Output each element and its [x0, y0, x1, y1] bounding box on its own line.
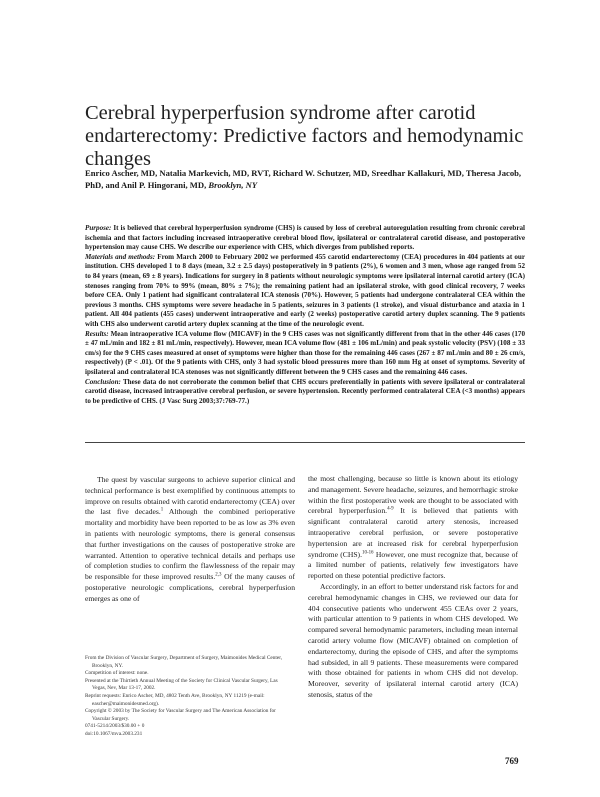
abstract-methods-text: From March 2000 to February 2002 we performed 455 carotid endarterectomy (CEA) procedures in 404 patients at our institution. CHS developed 1 to 8 days (mean, 3.2 ± 2.5 days) postoperatively in 9 patients (2%), 6 women and 3 men, whose age ranged from 52 to 84 years (mean, 69 ± 8 years). Indications for surgery in 8 patients without neurologic symptoms were ipsilateral internal carotid artery (ICA) stenoses ranging from 70% to 99% (mean, 80% ± 7%); the remaining patient had an ipsilateral stroke, with good clinical recovery, 7 weeks before CEA. Only 1 patient had significant contralateral ICA stenosis (70%). However, 5 patients had undergone contralateral CEA within the previous 3 months. CHS symptoms were severe headache in 5 patients, seizures in 3 patients (1 stroke), and visual disturbance and ataxia in 1 patient. All 404 patients (455 cases) underwent intraoperative and early (2 weeks) postoperative carotid artery duplex scanning. The 9 patients with CHS also underwent carotid artery duplex scanning at the time of the neurologic event. — [85, 252, 525, 328]
body-text: However, one must recognize that, because of a limited number of patients, relatively few investigators have reported on these potential predictive factors. — [308, 549, 519, 581]
body-paragraph — [85, 475, 295, 605]
citation: 4-9 — [387, 506, 394, 512]
abstract-results-label: Results: — [85, 329, 109, 338]
abstract-results — [85, 330, 525, 378]
body-column-left — [85, 475, 295, 605]
body-text: The quest by vascular surgeons to achieve superior clinical and technical performance is best exemplified by continuous attempts to improve on results obtained with carotid endarterectomy (CEA) over the last five decades. — [85, 475, 295, 517]
body-paragraph — [308, 474, 518, 582]
body-paragraph: Accordingly, in an effort to better understand risk factors for and cerebral hemodynamic changes in CHS, we reviewed our data for 404 consecutive patients who underwent 455 CEAs over 2 years, with particular attention to 9 patients in whom CHS developed. We compared several hemodynamic parameters, including mean internal carotid artery volume flow (MICAVF) obtained on completion of endarterectomy, during the episode of CHS, and after the symptoms had subsided, in all 9 patients. These measurements were compared with those obtained for patients in whom CHS did not develop. Moreover, severity of ipsilateral internal carotid artery (ICA) stenosis, status of the — [308, 581, 518, 699]
abstract-conclusion — [85, 378, 525, 407]
author-list — [85, 167, 525, 191]
body-text: It is believed that patients with significant contralateral carotid artery stenosis, increased intraoperative cerebral perfusion, or severe postoperative hypertension are at increased risk for cerebral hyperperfusion syndrome (CHS). — [308, 506, 519, 559]
footnote: Presented at the Thirtieth Annual Meeting of the Society for Clinical Vascular Surgery, Las Vegas, Nev, Mar 13-17, 2002. — [85, 677, 278, 692]
footnotes — [85, 655, 290, 739]
author-names: Enrico Ascher, MD, Natalia Markevich, MD, RVT, Richard W. Schutzer, MD, Sreedhar Kallakuri, MD, Theresa Jacob, PhD, and Anil P. Hingorani, MD, — [85, 168, 522, 190]
abstract — [85, 224, 525, 406]
footnote: From the Division of Vascular Surgery, Department of Surgery, Maimonides Medical Center, Brooklyn, NY. — [85, 655, 283, 669]
abstract-methods — [85, 253, 525, 330]
abstract-purpose-text: It is believed that cerebral hyperperfusion syndrome (CHS) is caused by loss of cerebral autoregulation resulting from chronic cerebral ischemia and that factors including increased intraoperative cerebral blood flow, ipsilateral or contralateral carotid disease, and postoperative hypertension may cause CHS. We describe our experience with CHS, which diverges from published reports. — [85, 224, 525, 252]
abstract-conclusion-label: Conclusion: — [85, 377, 121, 386]
body-column-right — [308, 474, 518, 701]
article-title: Cerebral hyperperfusion syndrome after carotid endarterectomy: Predictive factors and hemodynamic changes — [85, 101, 524, 170]
abstract-purpose — [85, 224, 525, 253]
abstract-methods-label: Materials and methods: — [85, 252, 156, 261]
footnote: doi:10.1067/mva.2003.231 — [85, 730, 143, 737]
footnote: Copyright © 2003 by The Society for Vascular Surgery and The American Association for Vascular Surgery. — [85, 708, 276, 722]
footnote: Competition of interest: none. — [85, 670, 149, 677]
abstract-purpose-label: Purpose: — [85, 224, 112, 232]
body-text: Of the many causes of postoperative neurologic complications, cerebral hyperperfusion emerges as one of — [85, 572, 295, 603]
body-text: the most challenging, because so little is known about its etiology and management. Severe headache, seizures, and hemorrhagic stroke within the first postoperative week are thought to be associated with cerebral hyperperfusion. — [308, 474, 518, 516]
abstract-divider — [85, 442, 525, 443]
footnote: Reprint requests: Enrico Ascher, MD, 4802 Tenth Ave, Brooklyn, NY 11219 (e-mail: eascher@maimonidesmed.org). — [85, 692, 265, 707]
author-location: Brooklyn, NY — [208, 180, 258, 190]
citation: 2,3 — [215, 572, 222, 578]
citation: 1 — [160, 507, 164, 513]
abstract-conclusion-text: These data do not corroborate the common belief that CHS occurs preferentially in patients with severe ipsilateral or contralateral carotid disease, increased intraoperative cerebral perfusion, or severe hypertension. Recently performed contralateral CEA (<3 months) appears to be predictive of CHS. (J Vasc Surg 2003;37:769-77.) — [85, 377, 525, 405]
abstract-results-text: Mean intraoperative ICA volume flow (MICAVF) in the 9 CHS cases was not significantly different from that in the other 446 cases (170 ± 47 mL/min and 182 ± 81 mL/min, respectively). However, mean ICA volume flow (481 ± 106 mL/min) and peak systolic velocity (PSV) (108 ± 33 cm/s) for the 9 CHS cases measured at onset of symptoms were higher than those for the remaining 446 cases (267 ± 87 mL/min and 80 ± 26 cm/s, respectively) (P < .01). Of the 9 patients with CHS, only 3 had systolic blood pressures more than 160 mm Hg at onset of symptoms. Severity of ipsilateral and contralateral ICA stenoses was not significantly different between the 9 CHS cases and the remaining 446 cases. — [85, 329, 525, 376]
footnote: 0741-5214/2003/$30.00 + 0 — [85, 723, 145, 730]
body-text: Although the combined perioperative mortality and morbidity have been reported to be as low as 3% even in patients with neurologic symptoms, there is general consensus that further investigations on the causes of postoperative stroke are warranted. Attention to operative technical details and perhaps use of completion studies to confirm the flawlessness of the repair may be responsible for these improved results. — [85, 507, 296, 582]
citation: 10-16 — [362, 550, 374, 556]
page-number: 769 — [505, 756, 519, 766]
